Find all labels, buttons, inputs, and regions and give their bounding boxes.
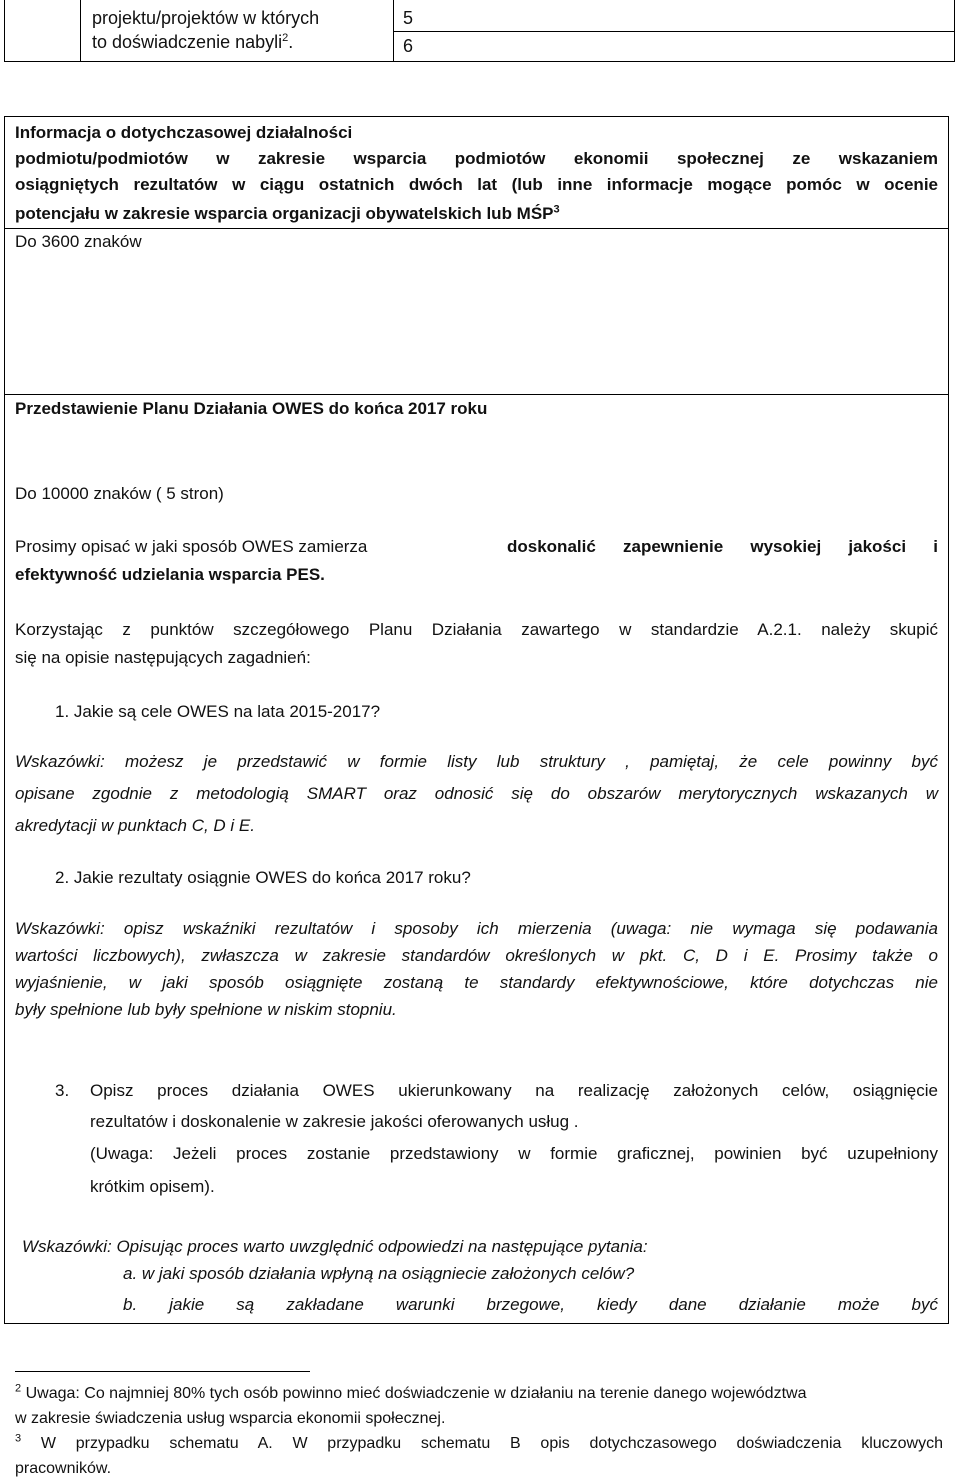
row-number-6: 6 xyxy=(403,36,414,56)
plan-standard-line1: Korzystając z punktów szczegółowego Planu Działania zawartego w standardzie A.2.1. należy skupić xyxy=(15,620,938,639)
plan-intro-line2: efektywność udzielania wsparcia PES. xyxy=(15,565,325,584)
question-3-line3: (Uwaga: Jeżeli proces zostanie przedstawiony w formie graficznej, powinien być uzupełniony xyxy=(90,1144,938,1163)
hint-2-line2: wartości liczbowych), zwłaszcza w zakresie standardów określonych w pkt. C, D i E. Prosimy także o xyxy=(15,946,938,965)
info-char-limit: Do 3600 znaków xyxy=(15,232,142,251)
row-number-5: 5 xyxy=(403,8,414,28)
question-3-line4: krótkim opisem). xyxy=(90,1177,215,1196)
footnote-2-line2: w zakresie świadczenia usług wsparcia ekonomii społecznej. xyxy=(15,1410,446,1427)
plan-standard-line2: się na opisie następujących zagadnień: xyxy=(15,648,311,667)
plan-char-limit: Do 10000 znaków ( 5 stron) xyxy=(15,484,224,503)
hint-2-line1: Wskazówki: opisz wskaźniki rezultatów i sposoby ich mierzenia (uwaga: nie wymaga się podawania xyxy=(15,919,938,938)
experience-cell-line2: to doświadczenie nabyli$^2$. xyxy=(92,32,294,52)
footnote-ref-2: 2 xyxy=(282,32,289,44)
footnote-3-line1: $^3$ W przypadku schematu A. W przypadku schematu B opis dotychczasowego doświadczenia kluczowych xyxy=(15,1432,943,1452)
hint-3-item-b: b. jakie są zakładane warunki brzegowe, kiedy dane działanie może być xyxy=(123,1295,938,1314)
footnote-3-line2: pracowników. xyxy=(15,1460,112,1477)
footnote-ref-3: 3 xyxy=(553,203,560,216)
plan-heading: Przedstawienie Planu Działania OWES do końca 2017 roku xyxy=(15,399,488,418)
hint-1-line1: Wskazówki: możesz je przedstawić w formie listy lub struktury , pamiętaj, że cele powinny być xyxy=(15,752,938,771)
hint-1-line2: opisane zgodnie z metodologią SMART oraz odnosić się do obszarów merytorycznych wskazanych w xyxy=(15,784,938,803)
info-heading-line1: Informacja o dotychczasowej działalności xyxy=(15,123,353,142)
experience-cell-line1: projektu/projektów w których xyxy=(92,8,320,28)
hint-3-item-a: a. w jaki sposób działania wpłyną na osiągniecie założonych celów? xyxy=(123,1264,635,1283)
hint-2-line3: wyjaśnienie, w jaki sposób osiągnięte zostaną te standardy efektywnościowe, które dotychczas nie xyxy=(15,973,938,992)
info-heading-line3: osiągniętych rezultatów w ciągu ostatnich dwóch lat (lub inne informacje mogące pomóc w ocenie xyxy=(15,175,938,194)
question-2: 2. Jakie rezultaty osiągnie OWES do końca 2017 roku? xyxy=(55,868,471,887)
plan-intro-line1: Prosimy opisać w jaki sposób OWES zamierza xyxy=(15,537,368,556)
footnote-2-line1: $^2$ Uwaga: Co najmniej 80% tych osób powinno mieć doświadczenie w działaniu na terenie danego województwa xyxy=(15,1382,807,1402)
question-3-line2: rezultatów i doskonalenie w zakresie jakości oferowanych usług . xyxy=(90,1112,579,1131)
question-1: 1. Jakie są cele OWES na lata 2015-2017? xyxy=(55,702,381,721)
question-3-line1: Opisz proces działania OWES ukierunkowany na realizację założonych celów, osiągnięcie xyxy=(90,1081,938,1100)
plan-intro-line1-bold: doskonalić zapewnienie wysokiej jakości i xyxy=(507,537,938,556)
hint-1-line3: akredytacji w punktach C, D i E. xyxy=(15,816,255,835)
hint-2-line4: były spełnione lub były spełnione w niskim stopniu. xyxy=(15,1000,397,1019)
info-heading-line4: potencjału w zakresie wsparcia organizacji obywatelskich lub MŚP$^3$ xyxy=(15,203,560,223)
question-3-number: 3. xyxy=(55,1081,70,1100)
info-heading-line2: podmiotu/podmiotów w zakresie wsparcia podmiotów ekonomii społecznej ze wskazaniem xyxy=(15,149,938,168)
hint-3: Wskazówki: Opisując proces warto uwzględnić odpowiedzi na następujące pytania: xyxy=(22,1237,648,1256)
footnote-separator xyxy=(15,1371,310,1372)
